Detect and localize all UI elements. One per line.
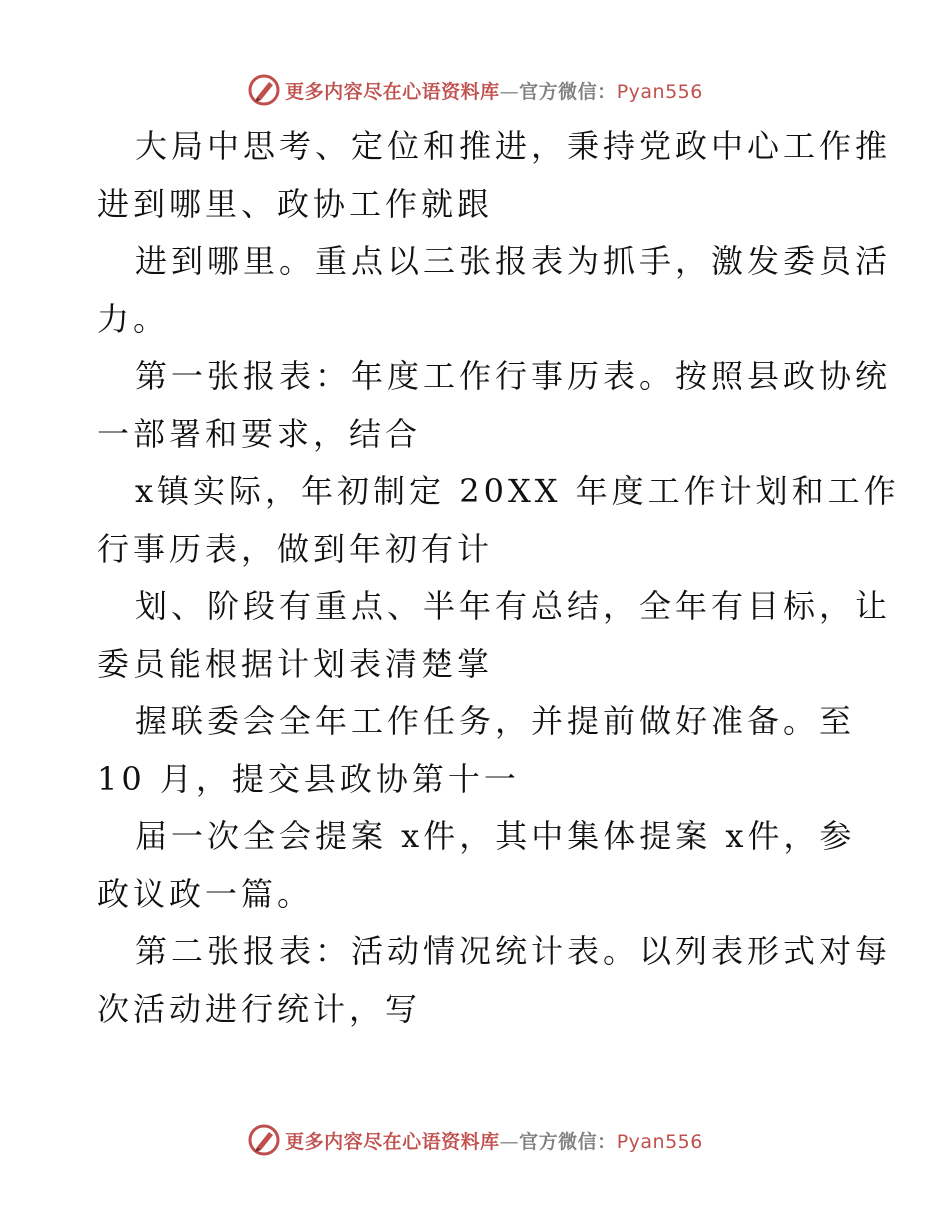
header-wechat-id: Pyan556 — [616, 80, 703, 103]
document-body — [97, 118, 900, 1038]
footer-banner — [0, 1120, 950, 1160]
header-text — [285, 77, 703, 104]
header-separator: — — [499, 80, 520, 103]
text-line: 划、阶段有重点、半年有总结，全年有目标，让 — [135, 587, 892, 625]
footer-wechat-label: 官方微信： — [519, 1130, 617, 1153]
text-line: 进到哪里。重点以三张报表为抓手，激发委员活 — [135, 242, 892, 280]
text-line: 次活动进行统计，写 — [97, 989, 422, 1028]
text-line: 届一次全会提案 x件，其中集体提案 x件，参 — [135, 817, 856, 855]
footer-brand: 更多内容尽在心语资料库 — [285, 1130, 500, 1153]
header-brand: 更多内容尽在心语资料库 — [285, 80, 500, 103]
footer-separator: — — [499, 1130, 520, 1153]
text-line: 第一张报表：年度工作行事历表。按照县政协统 — [135, 357, 892, 395]
text-line: 力。 — [97, 299, 170, 338]
footer-text — [285, 1127, 703, 1154]
text-line: 大局中思考、定位和推进，秉持党政中心工作推 — [135, 127, 892, 165]
footer-wechat-id: Pyan556 — [616, 1130, 703, 1153]
text-line: 握联委会全年工作任务，并提前做好准备。至 — [135, 702, 856, 740]
header-banner — [0, 70, 950, 110]
header-wechat-label: 官方微信： — [519, 80, 617, 103]
pen-logo-icon — [247, 73, 281, 107]
text-line: 一部署和要求，结合 — [97, 414, 422, 453]
text-line: 第二张报表：活动情况统计表。以列表形式对每 — [135, 932, 892, 970]
pen-logo-icon — [247, 1123, 281, 1157]
text-line: 行事历表，做到年初有计 — [97, 529, 494, 568]
text-line: x镇实际，年初制定 20XX 年度工作计划和工作 — [135, 472, 900, 510]
text-line: 进到哪里、政协工作就跟 — [97, 184, 494, 223]
text-line: 委员能根据计划表清楚掌 — [97, 644, 494, 683]
text-line: 政议政一篇。 — [97, 874, 314, 913]
text-line: 10 月，提交县政协第十一 — [97, 759, 520, 798]
